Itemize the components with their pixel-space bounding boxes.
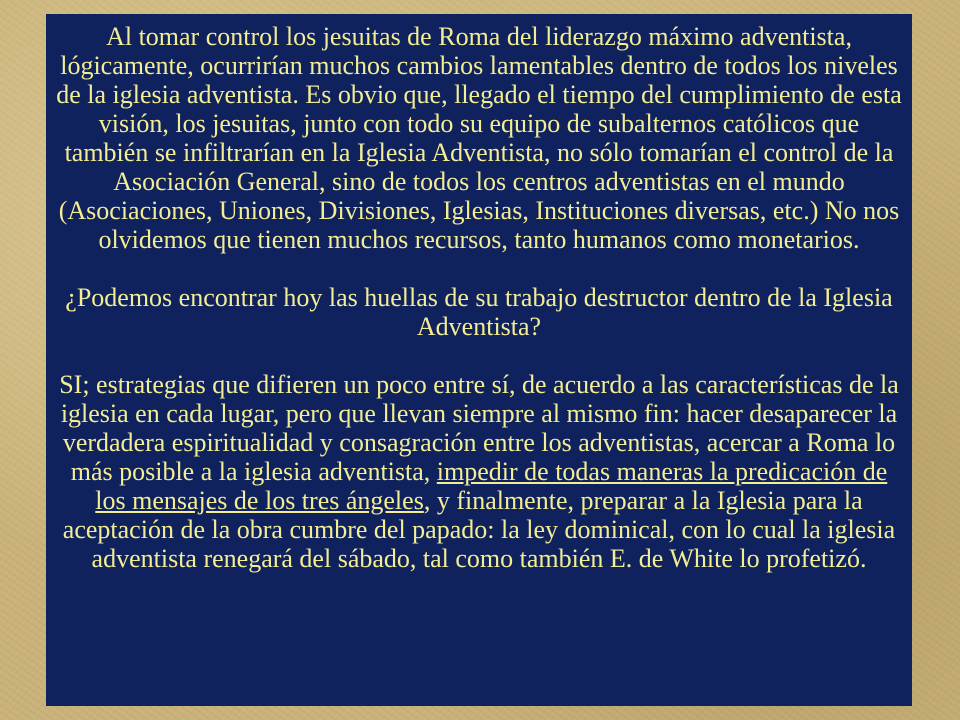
paragraph-spacer bbox=[54, 341, 904, 370]
paragraph-spacer bbox=[54, 254, 904, 283]
answer-text-end: , y finalmente, preparar a la Iglesia para la aceptación de la obra cumbre del papado: la ley dominical, con lo cual la iglesia adventista renegará del sábado, tal como también E. de White lo profetizó. bbox=[62, 486, 896, 573]
slide-body bbox=[54, 22, 904, 573]
slide-text-panel bbox=[46, 14, 912, 706]
answer-underlined-text: impedir de todas maneras la predicación de los mensajes de los tres ángeles bbox=[95, 457, 888, 515]
paragraph-question: ¿Podemos encontrar hoy las huellas de su trabajo destructor dentro de la Iglesia Adventista? bbox=[65, 283, 893, 341]
paragraph-answer bbox=[54, 370, 904, 573]
answer-text-start: SI; estrategias que difieren un poco entre sí, de acuerdo a las características de la iglesia en cada lugar, pero que llevan siempre al mismo fin: hacer desaparecer la verdadera espiritualidad y consagración entre los adventistas, acercar a Roma lo más posible a la iglesia adventista, bbox=[59, 370, 899, 486]
paragraph-jesuit-control: Al tomar control los jesuitas de Roma del liderazgo máximo adventista, lógicamente, ocurrirían muchos cambios lamentables dentro de todos los niveles de la iglesia adventista. Es obvio que, llegado el tiempo del cumplimiento de esta visión, los jesuitas, junto con todo su equipo de subalternos católicos que también se infiltrarían en la Iglesia Adventista, no sólo tomarían el control de la Asociación General, sino de todos los centros adventistas en el mundo (Asociaciones, Uniones, Divisiones, Iglesias, Instituciones diversas, etc.) No nos olvidemos que tienen muchos recursos, tanto humanos como monetarios. bbox=[56, 22, 902, 254]
